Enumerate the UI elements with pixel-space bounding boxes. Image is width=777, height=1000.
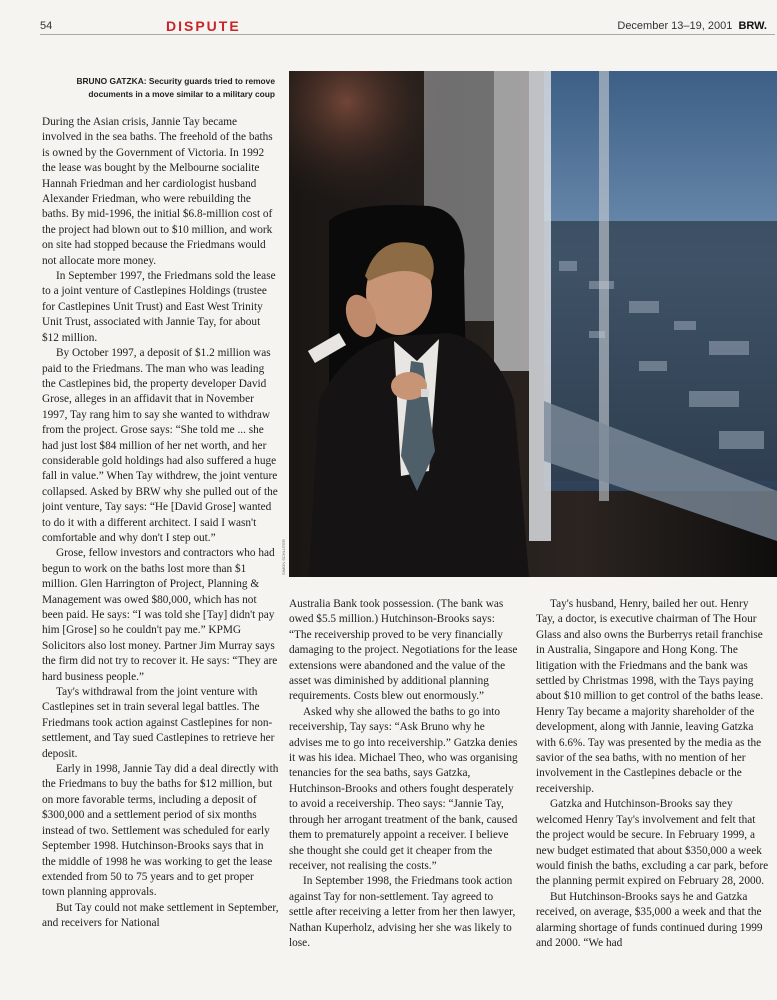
magazine-name: BRW. [738, 20, 767, 32]
page-number: 54 [40, 20, 53, 32]
header-rule [40, 34, 775, 35]
portrait-photo-icon [289, 71, 777, 577]
paragraph: Australia Bank took possession. (The bank was owed $5.5 million.) Hutchinson-Brooks says: “The receivership proved to be very financially damaging to the project. Negotiations for the lease extensions were abandoned and the value of the asset was diminished by additional planning requirements. Costs blew out enormously.” [289, 598, 518, 703]
paragraph: But Tay could not make settlement in September, and receivers for National [42, 901, 279, 930]
page-header [0, 0, 777, 40]
photo-caption [60, 75, 275, 100]
paragraph: Asked why she allowed the baths to go into receivership, Tay says: “Ask Bruno why he advises me to go into receivership.” Gatzka denies it was his idea. Michael Theo, who was organising tenancies for the sea baths, says Gatzka, Hutchinson-Brooks and others fought desperately to avoid a receivership. Theo says: “Jannie Tay, through her arrogant treatment of the bank, caused them to prematurely appoint a receiver. I believe she thought she could get it cheaper from the receiver, not realising the costs.” [289, 705, 518, 872]
paragraph: Tay's husband, Henry, bailed her out. Henry Tay, a doctor, is executive chairman of The Hour Glass and also owns the Burberrys retail franchise in Australia, Singapore and Hong Kong. The litigation with the Friedmans and the bank was settled by Christmas 1998, with the Tays paying about $10 million to get control of the baths lease. Henry Tay became a majority shareholder of the development, along with Jannie, leaving Gatzka with 6.6%. Tay was presented by the media as the savior of the sea baths, with no mention of her involvement in the Castlepines debacle or the receivership. [536, 598, 764, 795]
paragraph: Gatzka and Hutchinson-Brooks say they welcomed Henry Tay's involvement and felt that the project would be secure. In February 1999, a new budget estimated that about $350,000 a week would finish the baths, excluding a car park, before the planning permit expired on February 28, 2000. [536, 798, 769, 888]
issue-dateline [617, 20, 767, 32]
caption-text: Security guards tried to remove documents in a move similar to a military coup [88, 76, 275, 99]
article-column-2 [289, 597, 519, 972]
paragraph: In September 1997, the Friedmans sold the lease to a joint venture of Castlepines Holdings (trustee for Castlepines Unit Trust) and East West Trinity Unit Trust, associated with Jannie Tay, for about $12 million. [42, 270, 276, 344]
caption-name: BRUNO GATZKA: [76, 76, 147, 86]
section-title: DISPUTE [166, 18, 241, 34]
paragraph: Early in 1998, Jannie Tay did a deal directly with the Friedmans to buy the baths for $12 million, but on more favorable terms, including a deposit of $300,000 and a settlement period of six months instead of two. Settlement was scheduled for early September 1998. Hutchinson-Brooks says that in the middle of 1998 he was working to get the lease extended from 50 to 75 years and to get proper town planning approvals. [42, 763, 279, 899]
issue-date: December 13–19, 2001 [617, 20, 733, 32]
paragraph: Tay's withdrawal from the joint venture with Castlepines set in train several legal battles. The Friedmans took action against Castlepines for non-settlement, and Tay sued Castlepines to retrieve her deposit. [42, 686, 275, 760]
paragraph: Grose, fellow investors and contractors who had begun to work on the baths lost more than $1 million. Glen Harrington of Project, Planning & Management was owed $80,000, which has not been paid. He says: “I was told she [Tay] didn't pay him [Grose] so he couldn't pay me.” KPMG Solicitors also lost money. Partner Jim Murray says the firm did not try to recover it. He says: “They are hard business people.” [42, 547, 278, 683]
photo-credit: SIMON SCHLUTER [281, 539, 286, 575]
paragraph: By October 1997, a deposit of $1.2 million was paid to the Friedmans. The man who was leading the Castlepines bid, the property developer David Grose, alleges in an affidavit that in November 1997, Tay rang him to say she wanted to withdraw from the project. Grose says: “She told me ... she had just lost $84 million of her net worth, and her considerable gold holdings had also suffered a huge fall in value.” When Tay withdrew, the joint venture collapsed. Asked by BRW why she pulled out of the joint venture, Tay says: “He [David Grose] wanted to do it with a different architect. I said I wasn't comfortable and why don't I step out.” [42, 347, 278, 544]
article-column-1 [42, 115, 279, 970]
portrait-photo [289, 71, 777, 577]
paragraph: In September 1998, the Friedmans took action against Tay for non-settlement. Tay agreed to settle after receiving a letter from her then lawyer, Nathan Kuperholz, advising her she was likely to lose. [289, 875, 516, 949]
article-column-3 [536, 597, 769, 972]
paragraph: During the Asian crisis, Jannie Tay became involved in the sea baths. The freehold of the baths is owned by the Government of Victoria. In 1992 the lease was bought by the Melbourne socialite Hannah Friedman and her cardiologist husband Alexander Friedman, who were rebuilding the baths. By mid-1996, the initial $6.8-million cost of the project had blown out to $10 million, and work on site had stopped because the Friedmans would not allocate more money. [42, 116, 273, 267]
paragraph: But Hutchinson-Brooks says he and Gatzka received, on average, $35,000 a week and that the alarming shortage of funds continued during 1999 and 2000. “We had [536, 890, 763, 949]
